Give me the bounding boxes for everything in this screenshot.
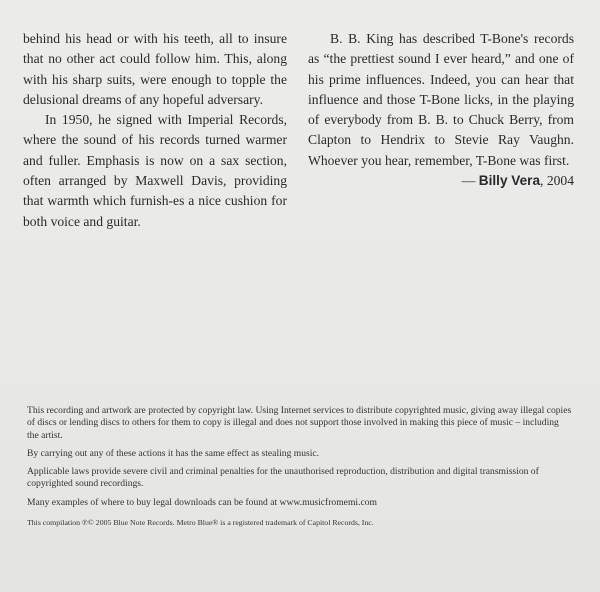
downloads-notice: Many examples of where to buy legal downloads can be found at www.musicfromemi.com — [27, 496, 377, 508]
legal-notices — [27, 405, 572, 535]
left-paragraph-2: In 1950, he signed with Imperial Records, where the sound of his records turned warmer and fuller. Emphasis is now on a sax section, often arranged by Maxwell Davis, providing that warmth which furnish-es a nice cushion for both voice and guitar. — [23, 112, 288, 229]
right-paragraph: B. B. King has described T-Bone's records as “the prettiest sound I ever heard,” and one of his prime influences. Indeed, you can hear that influence and those T-Bone licks, in the playing of everybody from B. B. to Chuck Berry, from Clapton to Hendrix to Stevie Ray Vaughn. Whoever you hear, remember, T-Bone was first. — [308, 31, 575, 168]
signature: — Billy Vera, 2004 — [461, 173, 574, 189]
left-paragraph-1: behind his head or with his teeth, all to insure that no other act could follow him. This, along with his sharp suits, were enough to topple the delusional dreams of any hopeful adversary. — [23, 31, 287, 107]
copyright-notice: This recording and artwork are protected by copyright law. Using Internet services to distribute copyrighted music, giving away illegal copies of discs or lending discs to others for them to copy is illegal and does not support those involved in making this piece of music – including the artist. — [27, 405, 572, 441]
signature-year: , 2004 — [540, 173, 574, 189]
stealing-notice: By carrying out any of these actions it has the same effect as stealing music. — [27, 447, 320, 459]
signature-author: Billy Vera — [478, 173, 541, 189]
penalties-notice: Applicable laws provide severe civil and criminal penalties for the unauthorised reproduction, distribution and digital transmission of copyrighted sound recordings. — [27, 466, 539, 490]
right-text-column — [308, 29, 574, 191]
compilation-notice: This compilation ℗© 2005 Blue Note Records. Metro Blue® is a registered trademark of Capitol Records, Inc. — [27, 518, 374, 528]
left-text-column — [23, 29, 287, 232]
